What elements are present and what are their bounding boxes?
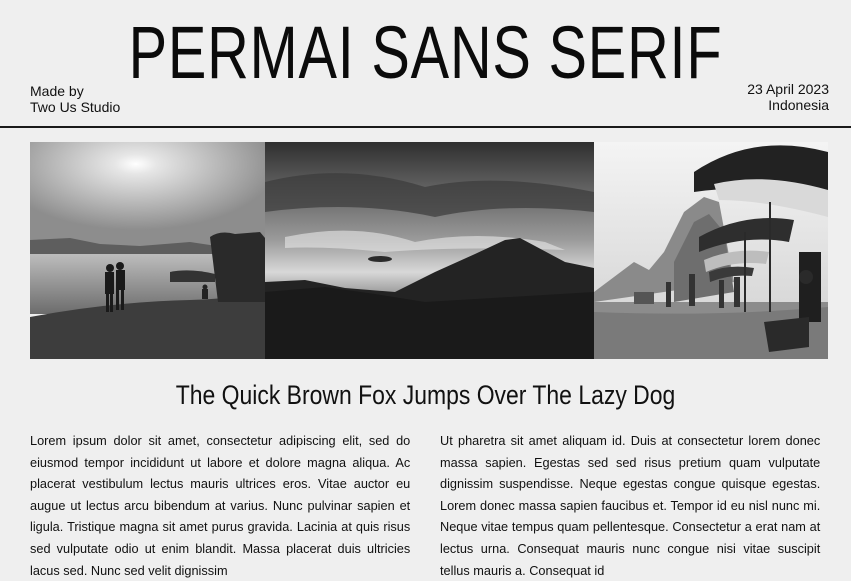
header-divider	[0, 126, 851, 128]
mountain-sunset-photo	[265, 142, 594, 359]
body-column-right: Ut pharetra sit amet aliquam id. Duis at consectetur lorem donec massa sapien. Egestas sed sed risus pretium quam vulputate dignissim suspendisse. Neque egestas congue quisque egestas. Lorem donec massa sapien faucibus et. Tempor id eu nisl nunc mi. Neque vitae tempus quam pellentesque. Consectetur a erat nam at lectus urna. Consequat mauris nunc congue nisi vitae suscipit tellus mauris a. Consequat id	[440, 433, 821, 578]
photo-strip	[30, 142, 828, 359]
made-by-credit	[30, 83, 120, 115]
headline: The Quick Brown Fox Jumps Over The Lazy Dog	[175, 380, 676, 410]
beach-umbrellas-photo	[594, 142, 828, 359]
publication-date: 23 April 2023	[747, 81, 829, 97]
publication-location: Indonesia	[768, 97, 829, 113]
studio-name: Two Us Studio	[30, 99, 121, 115]
date-location	[747, 81, 829, 113]
made-by-label: Made by	[30, 83, 84, 99]
page-title: PERMAI SANS SERIF	[128, 11, 723, 94]
masthead	[0, 0, 851, 128]
body-column-left: Lorem ipsum dolor sit amet, consectetur adipiscing elit, sed do eiusmod tempor incididunt ut labore et dolore magna aliqua. Ac placerat vestibulum lectus mauris ultrices eros. Vitae auctor eu augue ut lectus arcu bibendum at varius. Nunc pulvinar sapien et ligula. Tristique magna sit amet purus gravida. Lacinia at quis risus sed vulputate odio ut enim blandit. Massa placerat duis ultricies lacus sed. Nunc sed velit dignissim	[30, 433, 411, 578]
body-text	[30, 430, 828, 581]
beach-couple-sunset-photo	[30, 142, 265, 359]
